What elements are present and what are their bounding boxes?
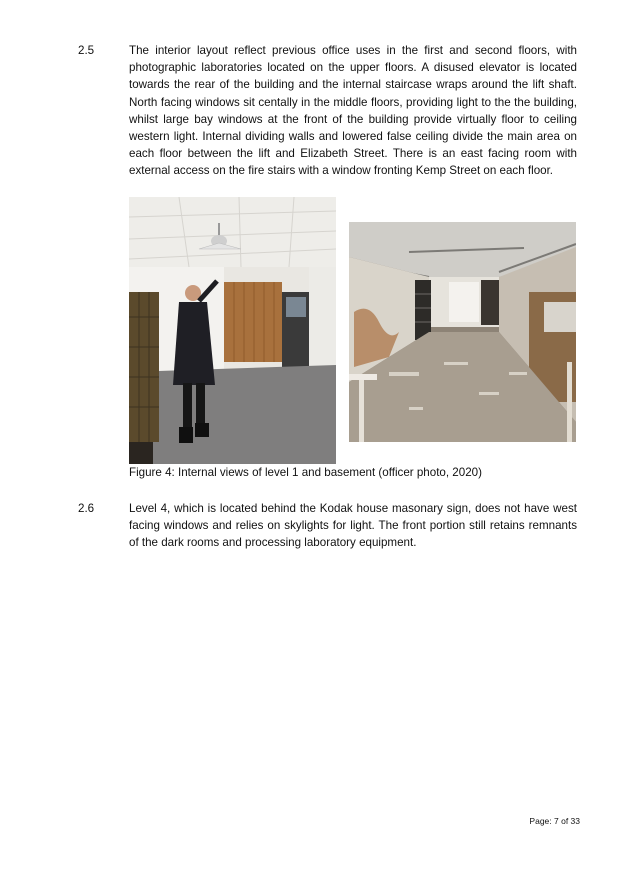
page-number: Page: 7 of 33 [529, 816, 580, 826]
level-1-interior-photo [129, 197, 336, 464]
paragraph-text: The interior layout reflect previous office uses in the first and second floors, with photographic laboratories located on the upper floors. A disused elevator is located towards the rear of the building and the internal staircase wraps around the lift shaft. North facing windows sit centally in the middle floors, providing light to the the building, whilst large bay windows at the front of the building provide virtually floor to ceiling western light. Internal dividing walls and lowered false ceiling divide the main area on each floor between the lift and Elizabeth Street. There is an east facing room with external access on the fire stairs with a window fronting Kemp Street on each floor. [129, 44, 577, 178]
basement-interior-photo [349, 222, 576, 442]
paragraph-number: 2.6 [78, 502, 95, 515]
paragraph-number: 2.5 [78, 44, 95, 57]
figure-caption: Figure 4: Internal views of level 1 and basement (officer photo, 2020) [129, 466, 482, 479]
paragraph-text: Level 4, which is located behind the Kodak house masonary sign, does not have west facing windows and relies on skylights for light. The front portion still retains remnants of the dark rooms and processing laboratory equipment. [129, 502, 577, 550]
